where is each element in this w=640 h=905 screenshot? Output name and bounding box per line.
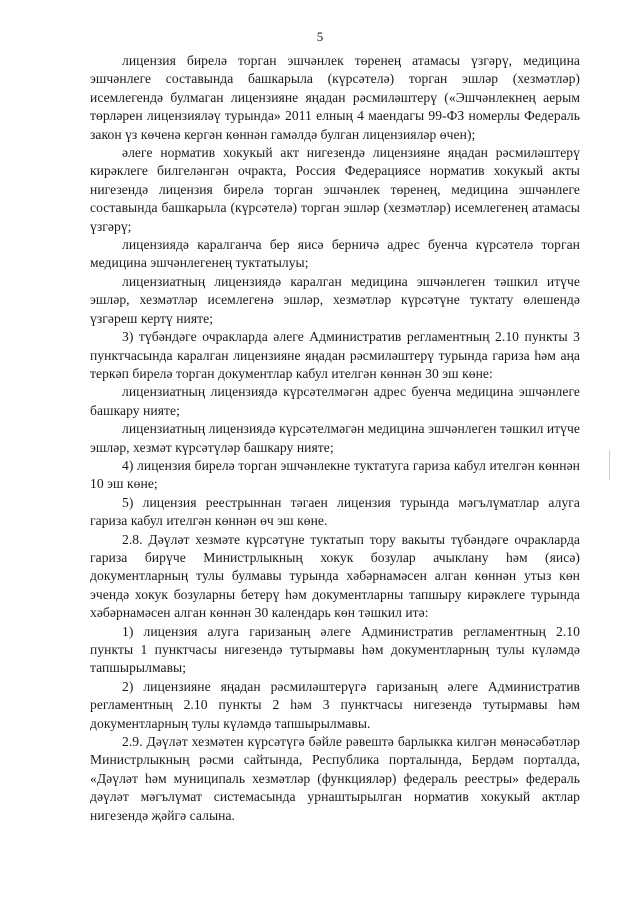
document-body (90, 52, 580, 825)
paragraph: 3) түбәндәге очракларда әлеге Административ регламентның 2.10 пункты 3 пунктчасында каралган лицензияне яңадан рәсмиләштерү турында гариза һәм аңа теркәп бирелә торган документлар кабул ителгән көннән 30 эш көне: (90, 329, 580, 381)
paragraph: 2) лицензияне яңадан рәсмиләштерүгә гаризаның әлеге Административ регламентның 2.10 пункты 2 һәм 3 пунктчасы нигезендә тутырмавы һәм документларның тулы күләмдә тапшырылмавы. (90, 678, 580, 731)
scan-artifact-line (609, 450, 610, 480)
paragraph: 4) лицензия бирелә торган эшчәнлекне туктатуга гариза кабул ителгән көннән 10 эш көне; (90, 457, 580, 492)
paragraph: лицензиатның лицензиядә күрсәтелмәгән адрес буенча медицина эшчәнлеге башкару нияте; (90, 384, 580, 418)
paragraph: лицензиатның лицензиядә каралган медицина эшчәнлеген тәшкил итүче эшләр, хезмәтләр исемлегенә эшләр, хезмәтләр күрсәтүне туктату өлешендә үзгәреш кертү нияте; (90, 273, 580, 326)
paragraph: әлеге норматив хокукый акт нигезендә лицензияне яңадан рәсмиләштерү кирәклеге билгеләнгән очракта, Россия Федерациясе норматив хокукый акты нигезендә лицензия бирелә торган эшчәнлек төренең, медицина эшчәнлеге составында башкарыла (күрсәтелә) торган эшләр (хезмәтләр) исемлегенең атамасы үзгәрү; (90, 145, 580, 234)
paragraph: лицензиатның лицензиядә күрсәтелмәгән медицина эшчәнлеген тәшкил итүче эшләр, хезмәт күрсәтүләр башкару нияте; (90, 421, 580, 455)
paragraph: лицензия бирелә торган эшчәнлек төренең атамасы үзгәрү, медицина эшчәнлеге составында башкарыла (күрсәтелә) торган эшләр (хезмәтләр) исемлегендә булмаган лицензияне яңадан рәсмиләштерү («Эшчәнлекнең аерым төрләрен лицензияләү турында» 2011 елның 4 маендагы 99-ФЗ номерлы Федераль закон үз көченә кергән көннән гамәлдә булган лицензияләр өчен); (90, 53, 580, 142)
paragraph: 1) лицензия алуга гаризаның әлеге Административ регламентның 2.10 пункты 1 пунктчасы нигезендә тутырмавы һәм документларның тулы күләмдә тапшырылмавы; (90, 623, 580, 676)
paragraph: 2.8. Дәүләт хезмәте күрсәтүне туктатып тору вакыты түбәндәге очракларда гариза бирүче Министрлыкның хокук бозулар ачыклану һәм (яисә) документларның тулы булмавы турында хәбәрнамәсен алган көннән утыз көн эчендә хокук бозуларны бетерү һәм документларны тапшыру кирәклеге турында хәбәрнамәсен алган көннән 30 календарь көн тәшкил итә: (90, 531, 580, 621)
paragraph: 5) лицензия реестрыннан тәгаен лицензия турында мәгълүматлар алуга гариза кабул ителгән көннән өч эш көне. (90, 494, 580, 529)
paragraph: лицензиядә каралганча бер яисә берничә адрес буенча күрсәтелә торган медицина эшчәнлегенең туктатылуы; (90, 237, 580, 271)
paragraph: 2.9. Дәүләт хезмәтен күрсәтүгә бәйле рәвештә барлыкка килгән мөнәсәбәтләр Министрлыкның рәсми сайтында, Республика порталында, Бердәм порталда, «Дәүләт һәм муниципаль хезмәтләр (функцияләр) федераль реестры» федераль дәүләт мәгълүмат системасында урнаштырылган норматив хокукый актлар нигезендә җәйгә салына. (90, 734, 580, 823)
page-number: 5 (316, 29, 324, 44)
